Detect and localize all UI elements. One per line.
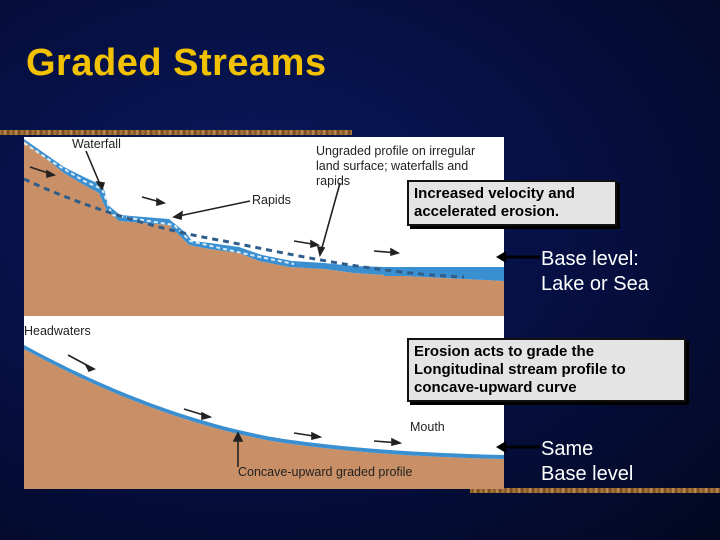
decorative-rule-top bbox=[0, 130, 352, 135]
headwaters-label: Headwaters bbox=[24, 324, 91, 338]
rapids-label: Rapids bbox=[252, 193, 291, 207]
same-base-level-label: Same Base level bbox=[541, 438, 634, 485]
velocity-callout: Increased velocity and accelerated erosion. bbox=[407, 180, 617, 226]
base-level-arrow-icon bbox=[496, 250, 542, 264]
page-title: Graded Streams bbox=[26, 42, 327, 84]
erosion-callout: Erosion acts to grade the Longitudinal stream profile to concave-upward curve bbox=[407, 338, 686, 402]
base-level-label: Base level: Lake or Sea bbox=[541, 248, 649, 295]
waterfall-label: Waterfall bbox=[72, 137, 121, 151]
decorative-rule-bottom bbox=[470, 488, 720, 493]
graded-profile-label: Concave-upward graded profile bbox=[238, 465, 413, 479]
mouth-label: Mouth bbox=[410, 420, 445, 434]
ungraded-profile-label: Ungraded profile on irregular land surface; waterfalls and rapids bbox=[316, 144, 476, 188]
same-base-level-arrow-icon bbox=[496, 440, 542, 454]
